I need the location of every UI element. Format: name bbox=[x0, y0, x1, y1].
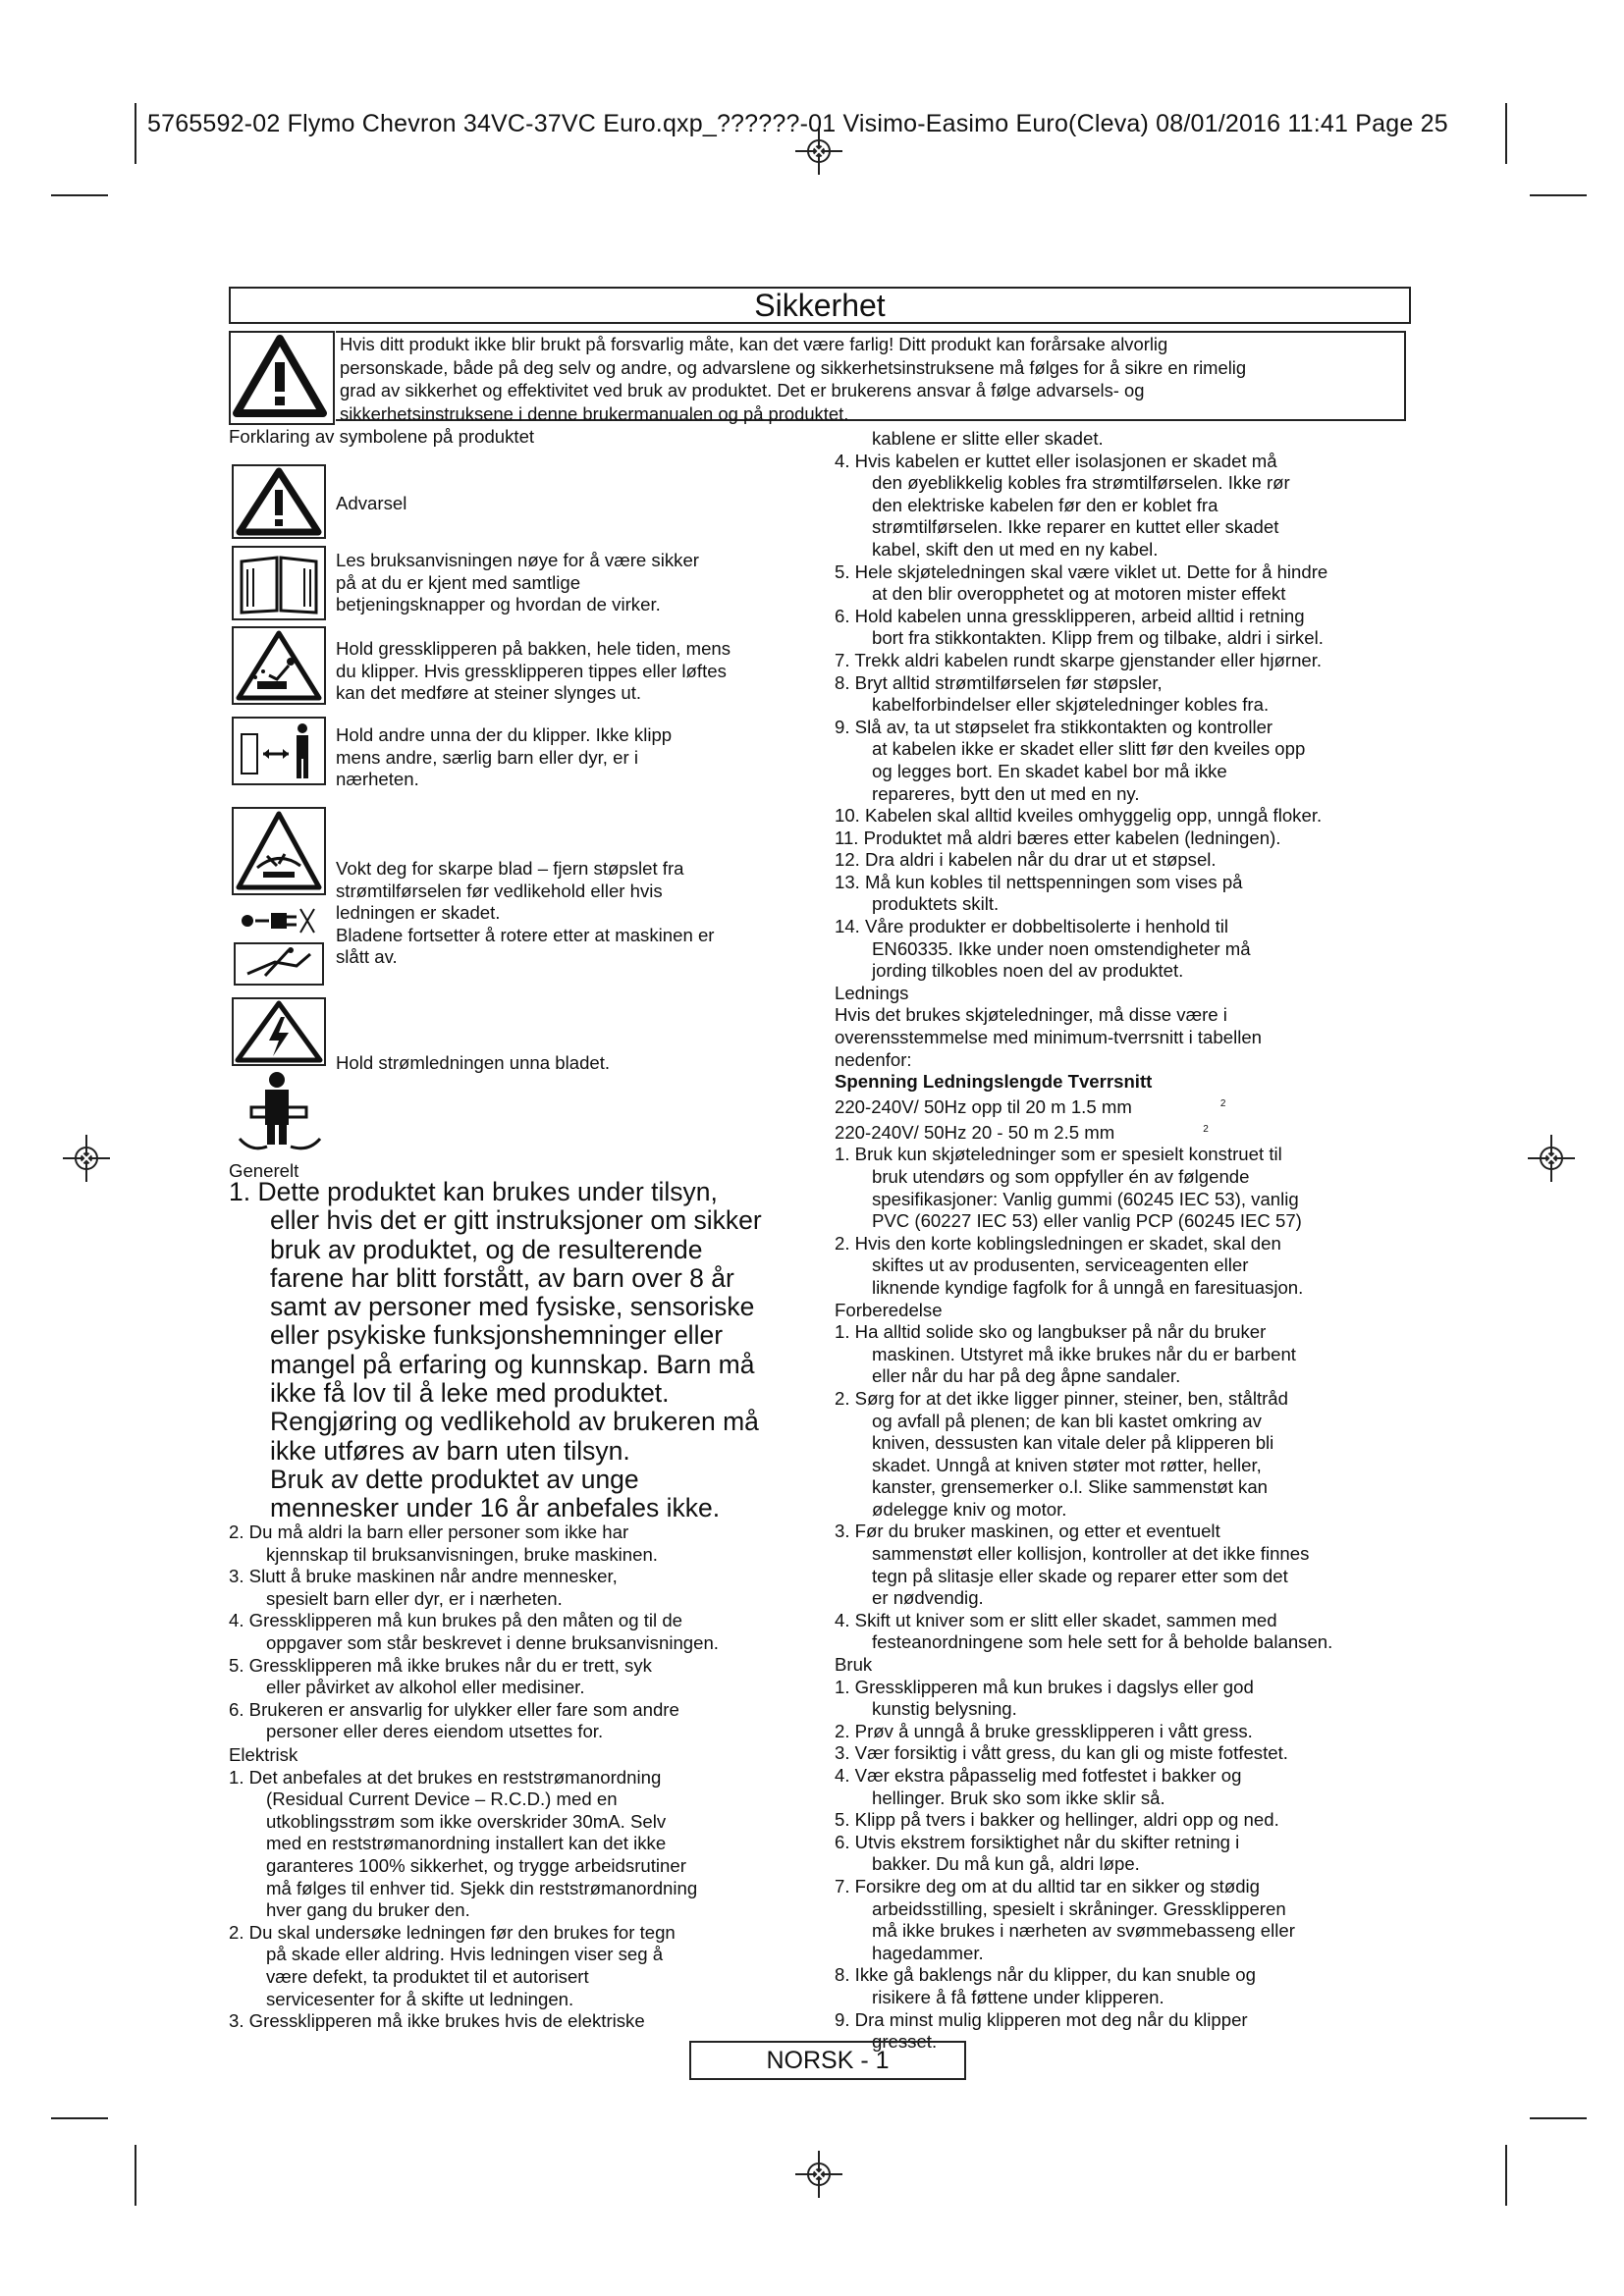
maintenance-hand-icon bbox=[236, 944, 322, 984]
forberedelse-line: ødelegge kniv og motor. bbox=[872, 1498, 1067, 1520]
electric-line: må følges til enhver tid. Sjekk din reststrømanordning bbox=[266, 1877, 698, 1898]
bruk-line: 9. Dra minst mulig klipperen mot deg når du klipper bbox=[835, 2008, 1248, 2030]
lednings-line: PVC (60227 IEC 53) eller vanlig PCP (60245 IEC 57) bbox=[872, 1210, 1302, 1232]
intro-text bbox=[336, 331, 1406, 424]
electric-line: være defekt, ta produktet til et autorisert bbox=[266, 1965, 589, 1987]
symbol-icon-box bbox=[232, 717, 326, 785]
general-line: farene har blitt forstått, av barn over 8 år bbox=[270, 1262, 734, 1293]
intro-line: sikkerhetsinstruksene i denne brukermanualen og på produktet. bbox=[340, 402, 849, 424]
electric-line: 13. Må kun kobles til nettspenningen som vises på bbox=[835, 871, 1243, 892]
symbol-text-line: Bladene fortsetter å rotere etter at maskinen er bbox=[336, 924, 715, 945]
symbol-description bbox=[336, 550, 699, 616]
electric-shock-icon bbox=[234, 999, 324, 1064]
unplug-icon bbox=[232, 899, 326, 942]
symbol-description bbox=[336, 724, 672, 791]
bruk-line: 6. Utvis ekstrem forsiktighet når du skifter retning i bbox=[835, 1831, 1240, 1852]
crop-mark bbox=[1505, 2145, 1507, 2206]
electric-line: bort fra stikkontakten. Klipp frem og tilbake, aldri i sirkel. bbox=[872, 627, 1324, 649]
unit-superscript: 2 bbox=[1219, 1097, 1226, 1109]
electric-line: med en reststrømanordning installert kan det ikke bbox=[266, 1833, 667, 1854]
general-line: samt av personer med fysiske, sensoriske bbox=[270, 1292, 755, 1322]
bruk-line: gresset. bbox=[872, 2031, 938, 2053]
symbol-icon-box bbox=[234, 942, 324, 986]
symbol-description bbox=[336, 638, 731, 705]
symbol-text-line: betjeningsknapper og hvordan de virker. bbox=[336, 594, 661, 615]
manual-book-icon bbox=[234, 548, 324, 618]
general-line: Rengjøring og vedlikehold av brukeren må bbox=[270, 1407, 759, 1437]
crop-mark bbox=[1530, 194, 1587, 196]
general-heading: Generelt bbox=[229, 1160, 299, 1181]
forberedelse-line: kniven, dessusten kan vitale deler på klipperen bli bbox=[872, 1432, 1274, 1454]
forberedelse-line: og avfall på plenen; de kan bli kastet omkring av bbox=[872, 1410, 1262, 1431]
intro-line: Hvis ditt produkt ikke blir brukt på forsvarlig måte, kan det være farlig! Ditt produkt kan forårsake alvorlig bbox=[340, 334, 1168, 354]
general-line: oppgaver som står beskrevet i denne bruksanvisningen. bbox=[266, 1631, 719, 1653]
symbol-icon-box bbox=[232, 626, 326, 705]
forberedelse-line: 1. Ha alltid solide sko og langbukser på når du bruker bbox=[835, 1321, 1267, 1343]
lednings-line: nedenfor: bbox=[835, 1048, 912, 1070]
symbol-text-line: du klipper. Hvis gressklipperen tippes eller løftes bbox=[336, 660, 727, 681]
symbol-icon-box bbox=[232, 997, 326, 1066]
registration-mark-icon bbox=[795, 2151, 842, 2198]
cable-table-header: Spenning Ledningslengde Tverrsnitt bbox=[835, 1071, 1153, 1093]
electric-line: produktets skilt. bbox=[872, 893, 1000, 915]
registration-mark-icon bbox=[1528, 1135, 1575, 1182]
lednings-line: 2. Hvis den korte koblingsledningen er skadet, skal den bbox=[835, 1232, 1281, 1254]
electric-line: 7. Trekk aldri kabelen rundt skarpe gjenstander eller hjørner. bbox=[835, 649, 1323, 670]
general-line: mangel på erfaring og kunnskap. Barn må bbox=[270, 1349, 755, 1379]
symbol-text-line: på at du er kjent med samtlige bbox=[336, 571, 581, 593]
crop-mark bbox=[135, 103, 136, 164]
general-line: mennesker under 16 år anbefales ikke. bbox=[270, 1493, 721, 1523]
bruk-line: 1. Gressklipperen må kun brukes i dagslys eller god bbox=[835, 1676, 1254, 1697]
registration-mark-icon bbox=[63, 1135, 110, 1182]
bruk-line: bakker. Du må kun gå, aldri løpe. bbox=[872, 1853, 1140, 1875]
electric-line: kabelforbindelser eller skjøteledninger kobles fra. bbox=[872, 694, 1270, 716]
general-line: ikke få lov til å leke med produktet. bbox=[270, 1378, 670, 1409]
bystander-distance-icon bbox=[234, 719, 324, 783]
general-line: bruk av produktet, og de resulterende bbox=[270, 1234, 703, 1264]
electric-line: 10. Kabelen skal alltid kveiles omhyggelig opp, unngå floker. bbox=[835, 805, 1323, 827]
symbol-text-line: Hold gressklipperen på bakken, hele tiden, mens bbox=[336, 638, 731, 659]
bruk-line: arbeidsstilling, spesielt i skråninger. Gressklipperen bbox=[872, 1897, 1286, 1919]
electric-line: 1. Det anbefales at det brukes en reststrømanordning bbox=[229, 1766, 662, 1788]
cable-table-row bbox=[835, 1094, 1332, 1119]
general-line: 3. Slutt å bruke maskinen når andre mennesker, bbox=[229, 1566, 618, 1587]
bruk-line: 4. Vær ekstra påpasselig med fotfestet i bakker og bbox=[835, 1765, 1242, 1786]
electric-line: 6. Hold kabelen unna gressklipperen, arbeid alltid i retning bbox=[835, 605, 1305, 626]
intro-line: personskade, både på deg selv og andre, og advarslene og sikkerhetsinstruksene må følges for å sikre en rimelig bbox=[340, 356, 1247, 378]
lednings-line: 1. Bruk kun skjøteledninger som er spesielt konstruet til bbox=[835, 1144, 1282, 1165]
electric-line: at den blir overopphetet og at motoren mister effekt bbox=[872, 583, 1286, 605]
electric-line: kabel, skift den ut med en ny kabel. bbox=[872, 538, 1159, 560]
symbol-icon-box bbox=[232, 464, 326, 539]
symbol-text-line: Advarsel bbox=[336, 493, 407, 513]
forberedelse-line: sammenstøt eller kollisjon, kontroller at det ikke finnes bbox=[872, 1543, 1310, 1565]
lednings-line: skiftes ut av produsenten, serviceagenten eller bbox=[872, 1255, 1249, 1276]
forberedelse-line: 2. Sørg for at det ikke ligger pinner, steiner, ben, ståltråd bbox=[835, 1387, 1288, 1409]
page-footer: NORSK - 1 bbox=[689, 2041, 966, 2080]
electric-heading: Elektrisk bbox=[229, 1744, 298, 1765]
symbol-icon-box bbox=[232, 807, 326, 895]
bruk-line: 8. Ikke gå baklengs når du klipper, du kan snuble og bbox=[835, 1964, 1256, 1986]
electric-line: på skade eller aldring. Hvis ledningen viser seg å bbox=[266, 1944, 664, 1965]
bruk-line: 7. Forsikre deg om at du alltid tar en sikker og stødig bbox=[835, 1875, 1261, 1896]
electric-line: 2. Du skal undersøke ledningen før den brukes for tegn bbox=[229, 1921, 676, 1943]
sharp-blade-icon bbox=[234, 809, 324, 893]
electric-line: servicesenter for å skifte ut ledningen. bbox=[266, 1988, 574, 2009]
general-line: personer eller deres eiendom utsettes for. bbox=[266, 1721, 604, 1742]
electric-line: jording tilkobles noen del av produktet. bbox=[872, 960, 1184, 982]
electric-line: den øyeblikkelig kobles fra strømtilførselen. Ikke rør bbox=[872, 472, 1290, 494]
lednings-heading: Lednings bbox=[835, 982, 909, 1003]
symbol-description bbox=[336, 1052, 610, 1075]
page-title: Sikkerhet bbox=[229, 287, 1411, 324]
general-line: spesielt barn eller dyr, er i nærheten. bbox=[266, 1587, 563, 1609]
electric-line: 8. Bryt alltid strømtilførselen før støpsler, bbox=[835, 671, 1163, 693]
symbol-icon-box bbox=[232, 899, 326, 942]
cable-table-row bbox=[835, 1119, 1332, 1145]
electric-line: (Residual Current Device – R.C.D.) med en bbox=[266, 1789, 618, 1810]
electric-line: den elektriske kabelen før den er koblet fra bbox=[872, 494, 1218, 515]
operator-cable-icon bbox=[232, 1068, 326, 1154]
symbol-text-line: mens andre, særlig barn eller dyr, er i bbox=[336, 746, 638, 768]
forberedelse-line: tegn på slitasje eller skade og reparer etter som det bbox=[872, 1565, 1288, 1586]
forberedelse-line: maskinen. Utstyret må ikke brukes når du er barbent bbox=[872, 1343, 1296, 1364]
symbol-text-line: Hold strømledningen unna bladet. bbox=[336, 1052, 611, 1073]
bruk-line: hellinger. Bruk sko som ikke sklir så. bbox=[872, 1787, 1165, 1808]
symbol-text-line: kan det medføre at steiner slynges ut. bbox=[336, 682, 642, 704]
electric-line: og legges bort. En skadet kabel bor må ikke bbox=[872, 760, 1227, 781]
general-line: 6. Brukeren er ansvarlig for ulykker eller fare som andre bbox=[229, 1698, 679, 1720]
general-line: 2. Du må aldri la barn eller personer som ikke har bbox=[229, 1522, 629, 1542]
electric-line: utkoblingsstrøm som ikke overskrider 30mA. Selv bbox=[266, 1810, 667, 1832]
bruk-line: 5. Klipp på tvers i bakker og hellinger, aldri opp og ned. bbox=[835, 1809, 1279, 1831]
bruk-line: må ikke brukes i nærheten av svømmebasseng eller bbox=[872, 1920, 1295, 1942]
electric-line: 5. Hele skjøteledningen skal være viklet ut. Dette for å hindre bbox=[835, 561, 1328, 582]
general-line: kjennskap til bruksanvisningen, bruke maskinen. bbox=[266, 1543, 658, 1565]
unit-superscript: 2 bbox=[1203, 1123, 1209, 1135]
forberedelse-line: 3. Før du bruker maskinen, og etter et eventuelt bbox=[835, 1521, 1220, 1542]
general-line: eller hvis det er gitt instruksjoner om sikker bbox=[270, 1205, 762, 1236]
electric-section bbox=[229, 1744, 697, 2033]
electric-line: 3. Gressklipperen må ikke brukes hvis de elektriske bbox=[229, 2010, 645, 2032]
symbol-icon-box bbox=[232, 546, 326, 620]
general-line: eller psykiske funksjonshemninger eller bbox=[270, 1320, 724, 1351]
lednings-line: overensstemmelse med minimum-tverrsnitt i tabellen bbox=[835, 1027, 1263, 1048]
bruk-line: kunstig belysning. bbox=[872, 1698, 1017, 1720]
electric-line: kablene er slitte eller skadet. bbox=[872, 428, 1104, 449]
general-line: Bruk av dette produktet av unge bbox=[270, 1464, 639, 1494]
forberedelse-line: kanster, grensemerker o.l. Slike sammenstøt kan bbox=[872, 1476, 1269, 1498]
electric-line: hver gang du bruker den. bbox=[266, 1899, 470, 1921]
crop-mark bbox=[1505, 103, 1507, 164]
intro-line: grad av sikkerhet og effektivitet ved bruk av produktet. Det er brukerens ansvar å følge advarsels- og bbox=[340, 380, 1145, 400]
electric-line: at kabelen ikke er skadet eller slitt før den kveiles opp bbox=[872, 738, 1306, 760]
symbol-text-line: Les bruksanvisningen nøye for å være sikker bbox=[336, 550, 699, 570]
symbols-heading: Forklaring av symbolene på produktet bbox=[229, 426, 535, 447]
crop-mark bbox=[135, 2145, 136, 2206]
electric-line: strømtilførselen. Ikke reparer en kuttet eller skadet bbox=[872, 516, 1279, 538]
symbol-icon-box bbox=[232, 1068, 326, 1154]
bruk-line: risikere å få føttene under klipperen. bbox=[872, 1986, 1164, 2007]
symbol-description bbox=[336, 493, 406, 515]
general-line: 1. Dette produktet kan brukes under tilsyn, bbox=[229, 1177, 718, 1206]
lednings-line: Hvis det brukes skjøteledninger, må disse være i bbox=[835, 1004, 1227, 1026]
forberedelse-line: skadet. Unngå at kniven støter mot røtter, heller, bbox=[872, 1454, 1262, 1475]
general-item-1 bbox=[229, 1178, 762, 1523]
lednings-line: bruk utendørs og som oppfyller én av følgende bbox=[872, 1165, 1250, 1187]
symbol-text-line: ledningen er skadet. bbox=[336, 902, 501, 924]
symbol-text-line: Hold andre unna der du klipper. Ikke klipp bbox=[336, 724, 673, 745]
electric-line: 4. Hvis kabelen er kuttet eller isolasjonen er skadet må bbox=[835, 450, 1277, 471]
electric-line: 14. Våre produkter er dobbeltisolerte i henhold til bbox=[835, 916, 1229, 937]
warning-triangle-icon bbox=[231, 333, 329, 419]
general-line: eller påvirket av alkohol eller medisiner. bbox=[266, 1677, 585, 1698]
crop-mark bbox=[51, 194, 108, 196]
general-line: ikke utføres av barn uten tilsyn. bbox=[270, 1435, 630, 1466]
electric-line: repareres, bytt den ut med en ny. bbox=[872, 782, 1140, 804]
bruk-line: 2. Prøv å unngå å bruke gressklipperen i vått gress. bbox=[835, 1720, 1253, 1741]
forberedelse-line: eller når du har på deg åpne sandaler. bbox=[872, 1365, 1181, 1387]
bruk-line: 3. Vær forsiktig i vått gress, du kan gli og miste fotfestet. bbox=[835, 1742, 1288, 1764]
warning-triangle-icon bbox=[234, 466, 324, 537]
symbol-text-line: strømtilførselen før vedlikehold eller hvis bbox=[336, 880, 663, 901]
lednings-line: liknende kyndige fagfolk for å unngå en faresituasjon. bbox=[872, 1276, 1304, 1298]
general-line: 5. Gressklipperen må ikke brukes når du er trett, syk bbox=[229, 1654, 652, 1676]
intro-warning-box bbox=[229, 331, 335, 425]
symbol-text-line: slått av. bbox=[336, 946, 398, 968]
bruk-heading: Bruk bbox=[835, 1654, 873, 1676]
symbol-text-line: nærheten. bbox=[336, 769, 419, 790]
lednings-line: spesifikasjoner: Vanlig gummi (60245 IEC 53), vanlig bbox=[872, 1188, 1299, 1209]
crop-mark bbox=[1530, 2117, 1587, 2119]
electric-line: 11. Produktet må aldri bæres etter kabelen (ledningen). bbox=[835, 827, 1281, 848]
symbol-text-line: Vokt deg for skarpe blad – fjern støpslet fra bbox=[336, 858, 684, 879]
forberedelse-heading: Forberedelse bbox=[835, 1299, 943, 1320]
electric-line: EN60335. Ikke under noen omstendigheter må bbox=[872, 937, 1251, 959]
print-slug-line: 5765592-02 Flymo Chevron 34VC-37VC Euro.qxp_??????-01 Visimo-Easimo Euro(Cleva) 08/01/2016 11:41 Page 25 bbox=[147, 110, 1448, 137]
cable-table-cell: 220-240V/ 50Hz opp til 20 m 1.5 mm bbox=[835, 1096, 1132, 1117]
electric-line: 9. Slå av, ta ut støpselet fra stikkontakten og kontroller bbox=[835, 716, 1273, 737]
electric-line: garanteres 100% sikkerhet, og trygge arbeidsrutiner bbox=[266, 1854, 686, 1876]
electric-line: 12. Dra aldri i kabelen når du drar ut et støpsel. bbox=[835, 849, 1217, 871]
forberedelse-line: er nødvendig. bbox=[872, 1587, 984, 1609]
crop-mark bbox=[51, 2117, 108, 2119]
general-line: 4. Gressklipperen må kun brukes på den måten og til de bbox=[229, 1610, 683, 1631]
bruk-line: hagedammer. bbox=[872, 1942, 984, 1963]
cable-table-cell: 220-240V/ 50Hz 20 - 50 m 2.5 mm bbox=[835, 1121, 1115, 1143]
symbol-description bbox=[336, 858, 715, 969]
thrown-objects-icon bbox=[234, 628, 324, 703]
forberedelse-line: 4. Skift ut kniver som er slitt eller skadet, sammen med bbox=[835, 1609, 1277, 1630]
general-items bbox=[229, 1522, 719, 1743]
electric-continued bbox=[835, 428, 1332, 2054]
forberedelse-line: festeanordningene som hele sett for å beholde balansen. bbox=[872, 1631, 1333, 1653]
